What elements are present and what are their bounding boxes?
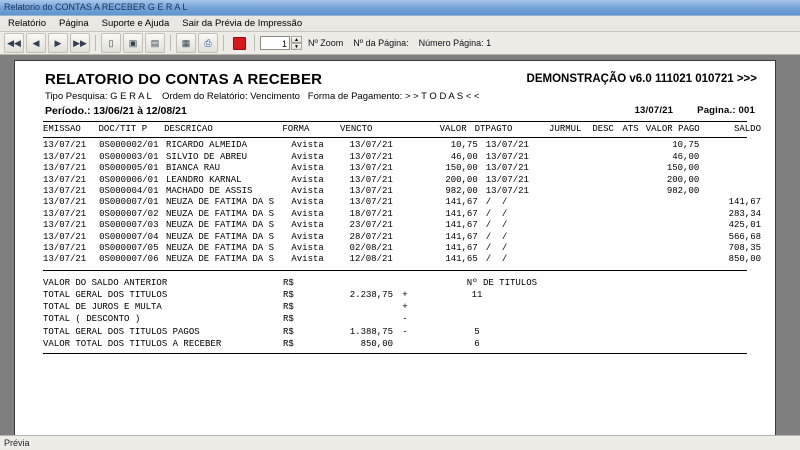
total-count: 5 xyxy=(474,326,480,337)
cell-ats xyxy=(618,243,641,254)
cell-doc: 0S000007/06 xyxy=(99,254,159,265)
cell-valor: 46,00 xyxy=(450,151,478,162)
table-row xyxy=(43,163,761,174)
total-label: TOTAL GERAL DOS TITULOS xyxy=(43,290,168,301)
toolbar xyxy=(0,32,800,55)
cell-desc xyxy=(589,175,619,186)
cell-vencto: 13/07/21 xyxy=(349,151,393,162)
menu-item-relatorio[interactable]: Relatório xyxy=(8,18,47,29)
cell-saldo: 850,00 xyxy=(728,254,761,265)
cell-forma: Avista xyxy=(291,186,324,197)
cell-saldo: 141,67 xyxy=(728,197,761,208)
cell-descricao: NEUZA DE FATIMA DA S xyxy=(165,231,274,242)
col-dtpagto: DTPAGTO xyxy=(474,124,513,134)
total-sign xyxy=(393,277,417,289)
cell-saldo: 425,01 xyxy=(728,220,761,231)
total-currency: R$ xyxy=(283,338,294,349)
cell-desc xyxy=(589,254,619,265)
zoom-stepper-down[interactable]: ▼ xyxy=(291,43,302,50)
totals-row xyxy=(43,289,537,301)
totals-row xyxy=(43,301,537,313)
table-row xyxy=(43,232,761,243)
table-row xyxy=(43,197,761,208)
toolbar-separator-2 xyxy=(170,35,171,51)
cell-jurmul xyxy=(547,209,589,220)
cell-descricao: LEANDRO KARNAL xyxy=(165,174,242,185)
cell-desc xyxy=(589,209,619,220)
cell-forma: Avista xyxy=(291,174,324,185)
zoom-input[interactable]: 1 xyxy=(260,36,290,50)
report-header xyxy=(29,69,761,88)
cell-emissao: 13/07/21 xyxy=(43,220,87,231)
total-currency: R$ xyxy=(283,302,294,313)
cell-jurmul xyxy=(547,152,589,163)
total-sign: - xyxy=(402,326,408,337)
cell-dtpagto: 13/07/21 xyxy=(485,140,529,151)
zoom-whole-page-icon[interactable]: ▣ xyxy=(123,33,143,53)
cell-saldo xyxy=(699,152,761,163)
cell-descricao: RICARDO ALMEIDA xyxy=(165,140,247,151)
previous-page-icon[interactable]: ◀ xyxy=(26,33,46,53)
window-titlebar xyxy=(0,0,800,16)
total-sign: + xyxy=(402,290,408,301)
report-page xyxy=(14,60,776,435)
cell-ats xyxy=(618,140,641,151)
cell-doc: 0S000003/01 xyxy=(99,151,159,162)
cell-saldo: 566,68 xyxy=(728,231,761,242)
cell-ats xyxy=(618,152,641,163)
cell-valor-pago xyxy=(641,220,699,231)
zoom-page-width-icon[interactable]: ▯ xyxy=(101,33,121,53)
col-jurmul: JURMUL xyxy=(549,124,582,134)
col-descricao: DESCRICAO xyxy=(164,124,213,134)
table-row xyxy=(43,254,761,265)
col-desc: DESC xyxy=(592,124,614,134)
menu-item-pagina[interactable]: Página xyxy=(59,18,89,29)
cell-descricao: BIANCA RAU xyxy=(165,163,220,174)
cell-dtpagto: / / xyxy=(485,231,508,242)
col-ats: ATS xyxy=(622,124,639,134)
cell-vencto: 13/07/21 xyxy=(349,174,393,185)
cell-descricao: NEUZA DE FATIMA DA S xyxy=(165,243,274,254)
cell-forma: Avista xyxy=(291,208,324,219)
cell-saldo xyxy=(699,163,761,174)
cell-forma: Avista xyxy=(291,231,324,242)
cell-vencto: 13/07/21 xyxy=(349,140,393,151)
cell-saldo: 708,35 xyxy=(728,243,761,254)
cell-emissao: 13/07/21 xyxy=(43,208,87,219)
cell-forma: Avista xyxy=(291,220,324,231)
totals-row xyxy=(43,338,537,350)
total-currency: R$ xyxy=(283,326,294,337)
cell-descricao: MACHADO DE ASSIS xyxy=(165,186,253,197)
grid-view-icon[interactable]: ▦ xyxy=(176,33,196,53)
cell-valor: 141,65 xyxy=(445,254,478,265)
cell-desc xyxy=(589,163,619,174)
footer-rule xyxy=(43,353,747,354)
cell-ats xyxy=(618,232,641,243)
col-saldo: SALDO xyxy=(733,124,761,134)
table-row xyxy=(43,152,761,163)
window-title: Relatorio do CONTAS A RECEBER G E R A L xyxy=(4,2,188,12)
cell-dtpagto: / / xyxy=(485,197,508,208)
report-table xyxy=(43,140,761,265)
zoom-stepper[interactable] xyxy=(291,36,302,50)
menu-item-suporte-e-ajuda[interactable]: Suporte e Ajuda xyxy=(101,18,170,29)
col-valor-pago: VALOR PAGO xyxy=(645,124,700,134)
cell-descricao: NEUZA DE FATIMA DA S xyxy=(165,254,274,265)
cell-valor: 141,67 xyxy=(445,208,478,219)
report-filters: Tipo Pesquisa: G E R A L Ordem do Relatório: Vencimento Forma de Pagamento: > > T O D A S < < xyxy=(45,91,480,102)
cell-valor-pago xyxy=(641,243,699,254)
cell-valor-pago xyxy=(641,209,699,220)
cell-desc xyxy=(589,220,619,231)
total-value: 2.238,75 xyxy=(349,290,393,301)
cell-jurmul xyxy=(547,220,589,231)
cell-doc: 0S000002/01 xyxy=(99,140,159,151)
table-row xyxy=(43,186,761,197)
cell-forma: Avista xyxy=(291,163,324,174)
toolbar-separator-4 xyxy=(254,35,255,51)
total-value xyxy=(321,277,393,289)
total-currency: R$ xyxy=(283,314,294,325)
total-count: 11 xyxy=(471,290,483,301)
report-page-number: Pagina.: 001 xyxy=(697,105,755,116)
total-label: VALOR DO SALDO ANTERIOR xyxy=(43,277,168,288)
cell-dtpagto: / / xyxy=(485,208,508,219)
report-column-headers xyxy=(43,124,761,135)
first-page-icon[interactable]: ◀◀ xyxy=(4,33,24,53)
cell-jurmul xyxy=(547,243,589,254)
cell-desc xyxy=(589,140,619,151)
cell-emissao: 13/07/21 xyxy=(43,174,87,185)
cell-valor: 150,00 xyxy=(445,163,478,174)
cell-jurmul xyxy=(547,175,589,186)
cell-saldo: 283,34 xyxy=(728,208,761,219)
cell-emissao: 13/07/21 xyxy=(43,231,87,242)
cell-ats xyxy=(618,220,641,231)
cell-doc: 0S000005/01 xyxy=(99,163,159,174)
total-count xyxy=(417,301,537,313)
cell-emissao: 13/07/21 xyxy=(43,186,87,197)
cell-forma: Avista xyxy=(291,197,324,208)
cell-emissao: 13/07/21 xyxy=(43,243,87,254)
totals-row xyxy=(43,277,537,289)
cell-desc xyxy=(589,186,619,197)
total-value: 1.388,75 xyxy=(349,326,393,337)
cell-valor-pago: 982,00 xyxy=(666,186,700,197)
cell-ats xyxy=(618,163,641,174)
total-label: TOTAL GERAL DOS TITULOS PAGOS xyxy=(43,326,200,337)
cell-vencto: 13/07/21 xyxy=(349,186,393,197)
next-page-icon[interactable]: ▶ xyxy=(48,33,68,53)
total-value xyxy=(321,301,393,313)
cell-descricao: SILVIO DE ABREU xyxy=(165,151,247,162)
columns-rule xyxy=(43,137,747,138)
cell-emissao: 13/07/21 xyxy=(43,163,87,174)
total-label: VALOR TOTAL DOS TITULOS A RECEBER xyxy=(43,338,222,349)
totals-header: Nº DE TITULOS xyxy=(466,277,537,288)
report-period: Período.: 13/06/21 à 12/08/21 xyxy=(45,105,187,117)
cell-jurmul xyxy=(547,232,589,243)
cell-doc: 0S000004/01 xyxy=(99,186,159,197)
table-row xyxy=(43,220,761,231)
col-emissao: EMISSAO xyxy=(43,124,81,134)
table-row xyxy=(43,175,761,186)
print-icon[interactable]: ⎙ xyxy=(198,33,218,53)
menu-item-sair-da-previa[interactable]: Sair da Prévia de Impressão xyxy=(182,18,303,29)
col-forma: FORMA xyxy=(282,124,310,134)
col-valor: VALOR xyxy=(439,124,467,134)
cell-dtpagto: / / xyxy=(485,243,508,254)
total-value: 850,00 xyxy=(360,338,393,349)
cell-valor-pago xyxy=(641,232,699,243)
cell-valor: 141,67 xyxy=(445,243,478,254)
total-sign xyxy=(393,338,417,350)
report-title: RELATORIO DO CONTAS A RECEBER xyxy=(45,71,323,88)
cell-ats xyxy=(618,197,641,208)
cell-valor: 141,67 xyxy=(445,197,478,208)
cell-vencto: 13/07/21 xyxy=(349,163,393,174)
report-period-row xyxy=(45,105,761,117)
cell-vencto: 23/07/21 xyxy=(349,220,393,231)
header-rule xyxy=(43,121,747,122)
total-count xyxy=(417,313,537,325)
cell-valor-pago: 46,00 xyxy=(672,151,700,162)
statusbar-text: Prévia xyxy=(4,438,30,448)
cell-ats xyxy=(618,254,641,265)
cell-desc xyxy=(589,243,619,254)
statusbar xyxy=(0,435,800,450)
cell-jurmul xyxy=(547,140,589,151)
cell-doc: 0S000006/01 xyxy=(99,174,159,185)
cell-desc xyxy=(589,152,619,163)
cell-vencto: 12/08/21 xyxy=(349,254,393,265)
cell-vencto: 28/07/21 xyxy=(349,231,393,242)
cell-valor-pago: 10,75 xyxy=(672,140,700,151)
cell-vencto: 02/08/21 xyxy=(349,243,393,254)
totals-block xyxy=(43,277,761,350)
cell-doc: 0S000007/03 xyxy=(99,220,159,231)
total-value xyxy=(321,313,393,325)
cell-valor: 200,00 xyxy=(445,174,478,185)
cell-doc: 0S000007/04 xyxy=(99,231,159,242)
cell-forma: Avista xyxy=(291,243,324,254)
total-currency: R$ xyxy=(283,290,294,301)
totals-row xyxy=(43,326,537,338)
cell-ats xyxy=(618,175,641,186)
cell-descricao: NEUZA DE FATIMA DA S xyxy=(165,220,274,231)
cell-jurmul xyxy=(547,186,589,197)
cell-desc xyxy=(589,197,619,208)
total-label: TOTAL DE JUROS E MULTA xyxy=(43,302,162,313)
total-label: TOTAL ( DESCONTO ) xyxy=(43,314,141,325)
last-page-icon[interactable]: ▶▶ xyxy=(70,33,90,53)
total-currency: R$ xyxy=(283,277,294,288)
toolbar-separator-1 xyxy=(95,35,96,51)
zoom-stepper-up[interactable]: ▲ xyxy=(291,36,302,43)
total-sign: - xyxy=(402,314,408,325)
cell-forma: Avista xyxy=(291,140,324,151)
cell-jurmul xyxy=(547,197,589,208)
col-vencto: VENCTO xyxy=(340,124,373,134)
totals-rule xyxy=(43,270,747,271)
cell-valor: 141,67 xyxy=(445,220,478,231)
cell-descricao: NEUZA DE FATIMA DA S xyxy=(165,208,274,219)
cell-forma: Avista xyxy=(291,151,324,162)
cell-saldo xyxy=(699,175,761,186)
cell-desc xyxy=(589,232,619,243)
cell-dtpagto: / / xyxy=(485,254,508,265)
cell-vencto: 18/07/21 xyxy=(349,208,393,219)
page-number-label: Nº da Página: xyxy=(353,38,409,48)
cell-ats xyxy=(618,209,641,220)
cell-valor: 141,67 xyxy=(445,231,478,242)
cell-doc: 0S000007/05 xyxy=(99,243,159,254)
cell-jurmul xyxy=(547,254,589,265)
toolbar-separator-3 xyxy=(223,35,224,51)
stop-icon[interactable] xyxy=(229,33,249,53)
cell-dtpagto: 13/07/21 xyxy=(485,163,529,174)
cell-doc: 0S000007/01 xyxy=(99,197,159,208)
page-number-value: Número Página: 1 xyxy=(418,38,492,48)
cell-doc: 0S000007/02 xyxy=(99,208,159,219)
report-date: 13/07/21 xyxy=(634,105,674,116)
cell-emissao: 13/07/21 xyxy=(43,197,87,208)
cell-vencto: 13/07/21 xyxy=(349,197,393,208)
zoom-label: Nº Zoom xyxy=(308,38,344,48)
total-sign: + xyxy=(402,302,408,313)
cell-ats xyxy=(618,186,641,197)
cell-valor-pago: 150,00 xyxy=(666,163,700,174)
cell-emissao: 13/07/21 xyxy=(43,254,87,265)
cell-valor-pago: 200,00 xyxy=(666,174,700,185)
cell-valor-pago xyxy=(641,254,699,265)
cell-emissao: 13/07/21 xyxy=(43,151,87,162)
cell-dtpagto: 13/07/21 xyxy=(485,186,529,197)
cell-dtpagto: 13/07/21 xyxy=(485,151,529,162)
two-pages-icon[interactable]: ▤ xyxy=(145,33,165,53)
cell-dtpagto: / / xyxy=(485,220,508,231)
col-doc: DOC/TIT P xyxy=(98,124,148,134)
cell-valor: 10,75 xyxy=(450,140,478,151)
totals-row xyxy=(43,313,537,325)
cell-saldo xyxy=(699,140,761,151)
menubar xyxy=(0,16,800,32)
cell-dtpagto: 13/07/21 xyxy=(485,174,529,185)
table-row xyxy=(43,243,761,254)
cell-descricao: NEUZA DE FATIMA DA S xyxy=(165,197,274,208)
report-version: DEMONSTRAÇÃO v6.0 111021 010721 >>> xyxy=(526,73,757,85)
preview-canvas[interactable] xyxy=(0,55,800,435)
cell-saldo xyxy=(699,186,761,197)
cell-valor-pago xyxy=(641,197,699,208)
cell-jurmul xyxy=(547,163,589,174)
cell-forma: Avista xyxy=(291,254,324,265)
table-row xyxy=(43,140,761,151)
cell-emissao: 13/07/21 xyxy=(43,140,87,151)
cell-valor: 982,00 xyxy=(445,186,478,197)
total-count: 6 xyxy=(474,338,480,349)
table-row xyxy=(43,209,761,220)
